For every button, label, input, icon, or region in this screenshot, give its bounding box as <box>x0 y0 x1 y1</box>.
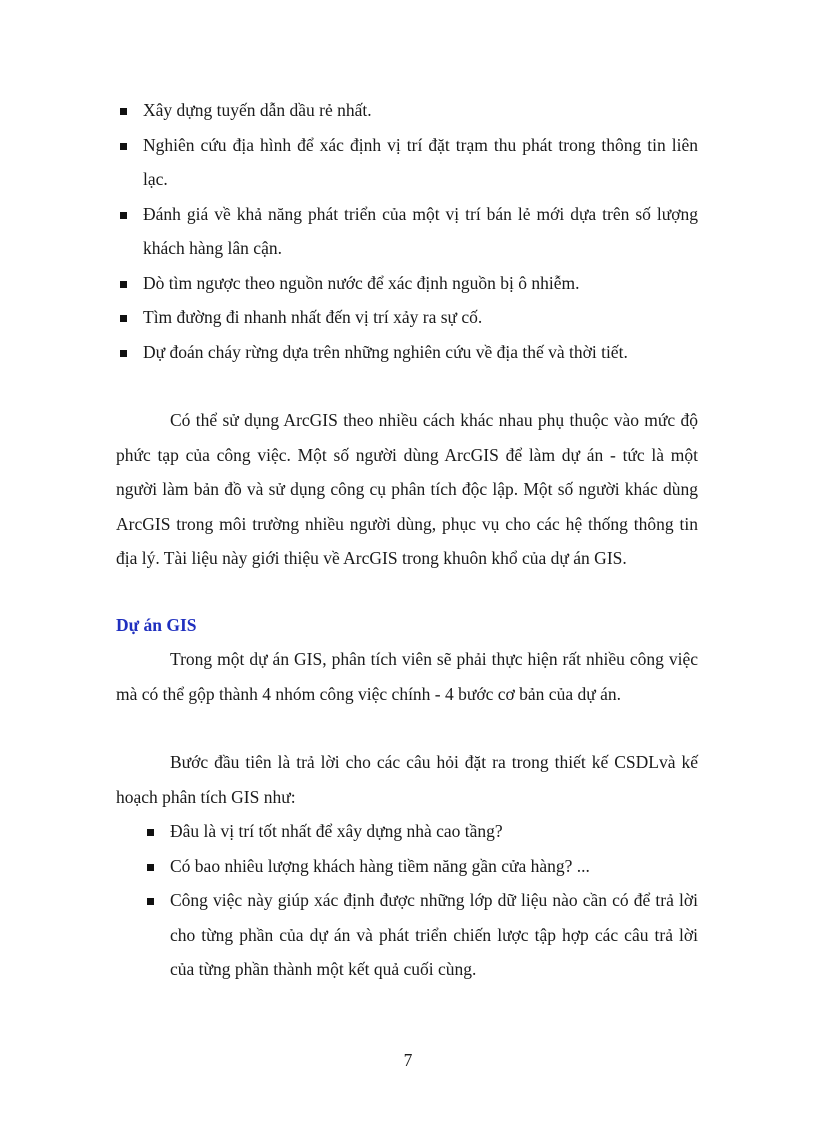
arcgis-usage-paragraph: Có thể sử dụng ArcGIS theo nhiều cách khác nhau phụ thuộc vào mức độ phức tạp của công việc. Một số người dùng ArcGIS để làm dự án - tức là một người làm bản đồ và sử dụng công cụ phân tích độc lập. Một số người khác dùng ArcGIS trong môi trường nhiều người dùng, phục vụ cho các hệ thống thông tin địa lý. Tài liệu này giới thiệu về ArcGIS trong khuôn khổ của dự án GIS. <box>116 410 698 568</box>
square-bullet-icon <box>120 108 127 115</box>
list-item-text: Dự đoán cháy rừng dựa trên những nghiên cứu về địa thế và thời tiết. <box>143 341 628 362</box>
spacer <box>116 369 698 403</box>
list-item <box>116 335 698 370</box>
square-bullet-icon <box>120 281 127 288</box>
list-item <box>116 93 698 128</box>
list-item-text: Đánh giá về khả năng phát triển của một vị trí bán lẻ mới dựa trên số lượng khách hàng lân cận. <box>143 203 698 258</box>
list-item-text: Tìm đường đi nhanh nhất đến vị trí xảy ra sự cố. <box>143 307 483 327</box>
spacer <box>116 711 698 745</box>
list-item-text: Dò tìm ngược theo nguồn nước để xác định nguồn bị ô nhiễm. <box>143 272 580 293</box>
list-item <box>116 197 698 266</box>
square-bullet-icon <box>147 898 154 905</box>
section-heading: Dự án GIS <box>116 614 197 635</box>
applications-bullet-list <box>116 93 698 369</box>
list-item-text: Đâu là vị trí tốt nhất để xây dựng nhà cao tầng? <box>170 821 503 841</box>
questions-bullet-list <box>116 814 698 987</box>
first-step-paragraph: Bước đầu tiên là trả lời cho các câu hỏi đặt ra trong thiết kế CSDLvà kế hoạch phân tích GIS như: <box>116 752 698 807</box>
list-item-text: Nghiên cứu địa hình để xác định vị trí đặt trạm thu phát trong thông tin liên lạc. <box>143 134 698 189</box>
square-bullet-icon <box>120 315 127 322</box>
document-page <box>116 93 698 987</box>
page-number: 7 <box>403 1050 413 1070</box>
spacer <box>116 576 698 608</box>
list-item-text: Xây dựng tuyến dẫn dầu rẻ nhất. <box>143 100 372 120</box>
square-bullet-icon <box>120 212 127 219</box>
square-bullet-icon <box>147 829 154 836</box>
gis-project-intro-paragraph: Trong một dự án GIS, phân tích viên sẽ phải thực hiện rất nhiều công việc mà có thể gộp thành 4 nhóm công việc chính - 4 bước cơ bản của dự án. <box>116 649 698 704</box>
list-item-text: Có bao nhiêu lượng khách hàng tiềm năng gần cửa hàng? ... <box>170 855 590 876</box>
list-item <box>116 300 698 335</box>
list-item <box>116 849 698 884</box>
list-item <box>116 883 698 987</box>
square-bullet-icon <box>120 143 127 150</box>
list-item <box>116 266 698 301</box>
list-item <box>116 814 698 849</box>
list-item-text: Công việc này giúp xác định được những lớp dữ liệu nào cần có để trả lời cho từng phần của dự án và phát triển chiến lược tập hợp các câu trả lời của từng phần thành một kết quả cuối cùng. <box>170 890 698 979</box>
square-bullet-icon <box>147 864 154 871</box>
square-bullet-icon <box>120 350 127 357</box>
list-item <box>116 128 698 197</box>
